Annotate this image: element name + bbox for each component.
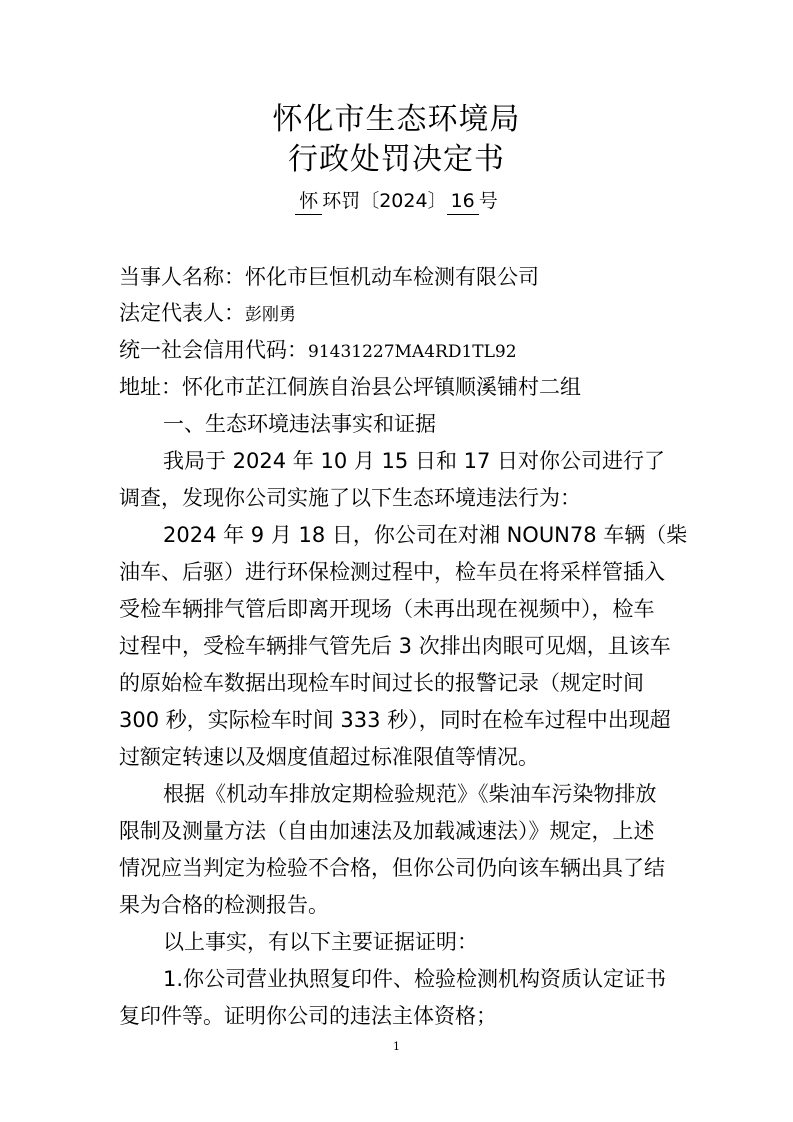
evidence-item: 1.你公司营业执照复印件、检验检测机构资质认定证书 [163, 967, 667, 991]
paragraph-line: 以上事实，有以下主要证据证明： [163, 930, 478, 954]
paragraph-line: 过程中，受检车辆排气管先后 3 次排出肉眼可见烟，且该车 [119, 634, 671, 658]
paragraph-line: 受检车辆排气管后即离开现场（未再出现在视频中），检车 [119, 597, 655, 621]
paragraph-line: 调查，发现你公司实施了以下生态环境违法行为： [119, 486, 581, 510]
evidence-item: 复印件等。证明你公司的违法主体资格； [119, 1004, 497, 1028]
legal-rep-label: 法定代表人： [119, 301, 245, 325]
legal-rep-value: 彭刚勇 [245, 305, 296, 325]
party-name-label: 当事人名称： [119, 265, 245, 289]
document-type-title: 行政处罚决定书 [288, 142, 505, 177]
page-number: 1 [393, 1040, 400, 1053]
legal-rep-row [119, 298, 679, 330]
address-row [119, 372, 679, 402]
address-label: 地址： [119, 375, 182, 399]
paragraph-line: 果为合格的检测报告。 [119, 893, 329, 917]
paragraph-line: 300 秒，实际检车时间 333 秒），同时在检车过程中出现超 [119, 708, 671, 732]
paragraph-line: 我局于 2024 年 10 月 15 日和 17 日对你公司进行了 [163, 449, 666, 473]
doc-number-suffix: 号 [478, 190, 498, 212]
paragraph-line: 油车、后驱）进行环保检测过程中，检车员在将采样管插入 [119, 560, 665, 584]
doc-number-mid: 环罚〔2024〕 [322, 190, 447, 212]
credit-code-row [119, 335, 679, 367]
paragraph-line: 情况应当判定为检验不合格，但你公司仍向该车辆出具了结 [119, 856, 665, 880]
paragraph-line: 2024 年 9 月 18 日，你公司在对湘 NOUN78 车辆（柴 [163, 523, 688, 547]
credit-code-label: 统一社会信用代码： [119, 338, 308, 362]
party-name-row [119, 262, 679, 292]
document-number [0, 188, 793, 215]
doc-number-prefix: 怀 [295, 188, 322, 215]
address-value: 怀化市芷江侗族自治县公坪镇顺溪铺村二组 [182, 375, 581, 399]
paragraph-line: 限制及测量方法（自由加速法及加载减速法）》规定，上述 [119, 819, 655, 843]
paragraph-line: 的原始检车数据出现检车时间过长的报警记录（规定时间 [119, 671, 644, 695]
section-heading: 一、生态环境违法事实和证据 [163, 412, 436, 436]
paragraph-line: 过额定转速以及烟度值超过标准限值等情况。 [119, 745, 539, 769]
agency-title: 怀化市生态环境局 [272, 102, 521, 137]
credit-code-value: 91431227MA4RD1TL92 [308, 342, 517, 362]
paragraph-line: 根据《机动车排放定期检验规范》《柴油车污染物排放 [163, 782, 657, 806]
party-name-value: 怀化市巨恒机动车检测有限公司 [245, 265, 539, 289]
doc-number-value: 16 [447, 188, 479, 215]
